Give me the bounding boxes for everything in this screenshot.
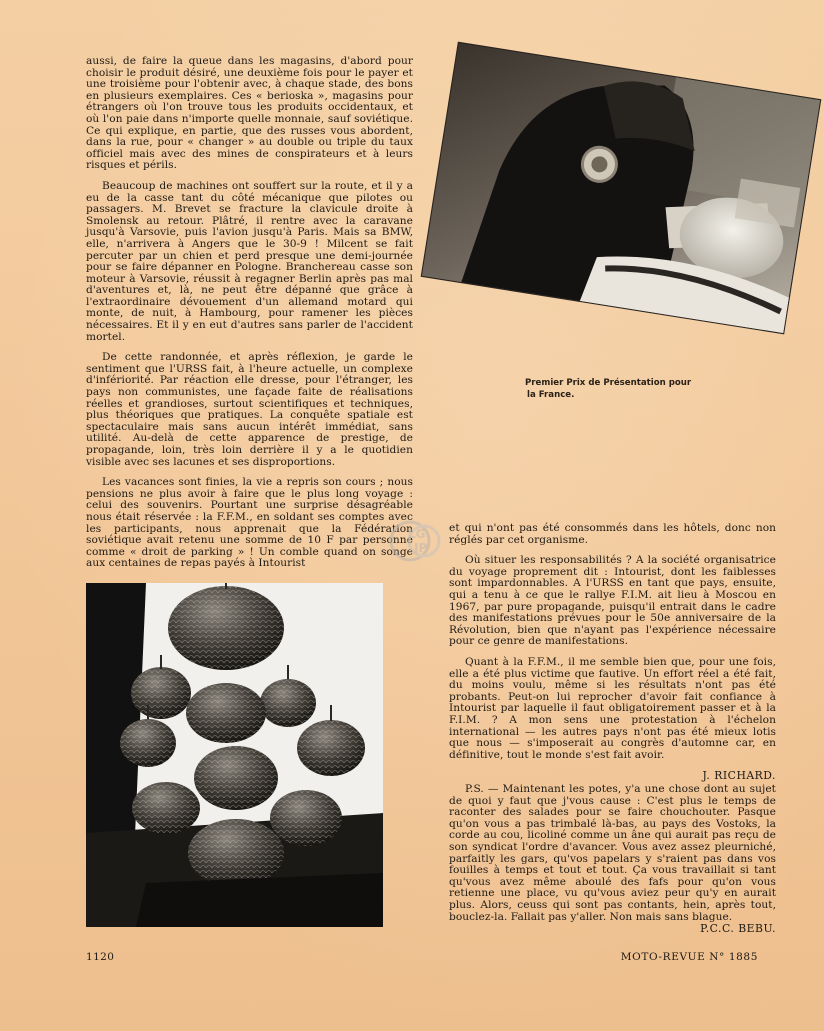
rider-photo-image (422, 43, 820, 333)
watermark-logo (378, 517, 448, 565)
caption-line: Premier Prix de Présentation pour (525, 378, 692, 388)
article-paragraph: Où situer les responsabilités ? A la société organisatrice du voyage proprement dit : Intourist, dont les faiblesses sont impardonnables. A l'URSS en tant que pays, ensuite, qui a tenu à ce que le rallye F.I.M. ait lieu à Moscou en 1967, par pure propagande, puisqu'il entrait dans le cadre des manifestations prévues pour le 50e anniversaire de la Révolution, bien que n'ayant pas l'expérience nécessaire pour ce genre de manifestations. (449, 554, 776, 648)
ps-block (449, 784, 776, 935)
author-signature: J. RICHARD. (702, 769, 776, 783)
article-paragraph: De cette randonnée, et après réflexion, je garde le sentiment que l'URSS fait, à l'heure actuelle, un complexe d'infériorité. Par réaction elle dresse, pour l'étranger, les pays non communistes, une façade faite de réalisations réelles et grandioses, surtout scientifiques et techniques, plus théoriques que pratiques. La conquête spatiale est spectaculaire mais sans aucun intérêt immédiat, sans utilité. Au-delà de cette apparence de prestige, de propagande, loin, très loin derrière il y a le quotidien visible avec ses lacunes et ses disproportions. (86, 351, 413, 468)
ps-text: P.S. — Maintenant les potes, y'a une chose dont au sujet de quoi y faut que j'vous cause : C'est plus le temps de raconter des salades pour se faire chouchouter. Pasque qu'on vous a pas trimbalé là-bas, au pays des Vostoks, la corde au cou, licoliné comme un âne qui aurait pas reçu de son syndicat l'ordre d'avancer. Vous avez assez pleurniché, parfaitly les gars, qu'vos papelars y s'raient pas dans vos fouilles à temps et tout et tout. Ça vous travaillait si tant qu'vous avez même aboulé des fafs pour qu'on vous retienne une place, vu qu'vous aviez peur qu'y en aurait plus. Alors, ceuss qui sont pas contants, hein, après tout, bouclez-la. Fallait pas y'aller. Non mais sans blague. (449, 783, 776, 923)
ps-signature: P.C.C. BEBU. (700, 922, 776, 936)
church-photo-image (86, 583, 383, 927)
photo-wooden-church (86, 583, 383, 927)
photo-rider-award (422, 43, 820, 333)
page-number: 1120 (86, 951, 115, 963)
article-right-column (449, 523, 776, 791)
svg-text:JP: JP (414, 541, 428, 555)
article-paragraph: aussi, de faire la queue dans les magasins, d'abord pour choisir le produit désiré, une deuxième fois pour le payer et une troisième pour l'obtenir avec, à chaque stade, des bons en plusieurs exemplaires. Ces « berioska », magasins pour étrangers où l'on trouve tous les produits occidentaux, et où l'on paie dans n'importe quelle monnaie, sauf soviétique. Ce qui explique, en partie, que des russes vous abordent, dans la rue, pour « changer » au double ou triple du taux officiel mais avec des mines de conspirateurs et à leurs risques et périls. (86, 55, 413, 172)
caption-line: la France. (527, 390, 575, 400)
watermark-logo-image (378, 517, 448, 565)
article-left-column (86, 56, 413, 579)
article-paragraph: et qui n'ont pas été consommés dans les hôtels, donc non réglés par cet organisme. (449, 522, 776, 546)
article-paragraph: Les vacances sont finies, la vie a repris son cours ; nous pensions ne plus avoir à faire que le plus long voyage : celui des souvenirs. Pourtant une surprise désagréable nous était réservée : la F.F.M., en soldant ses comptes avec les participants, nous apprenait que la Fédération soviétique avait retenu une somme de 10 F par personne comme « droit de parking » ! Un comble quand on songe aux centaines de repas payés à Intourist (86, 476, 413, 570)
article-paragraph: Beaucoup de machines ont souffert sur la route, et il y a eu de la casse tant du côté mécanique que pilotes ou passagers. M. Brevet se fracture la clavicule droite à Smolensk au retour. Plâtré, il rentre avec la caravane jusqu'à Varsovie, puis l'avion jusqu'à Paris. Mais sa BMW, elle, n'arrivera à Angers que le 30-9 ! Milcent se fait percuter par un chien et perd presque une demi-journée pour se faire dépanner en Pologne. Branchereau casse son moteur à Varsovie, réussit à regagner Berlin après pas mal d'aventures et, là, ne peut être dépanné que grâce à l'extraordinaire dévouement d'un allemand motard qui monte, de nuit, à Hambourg, pour ramener les pièces nécessaires. Et il y en eut d'autres sans parler de l'accident mortel. (86, 179, 413, 343)
running-title: MOTO-REVUE N° 1885 (620, 951, 758, 963)
svg-text:LG: LG (408, 527, 426, 541)
photo-caption (525, 377, 715, 401)
article-paragraph: Quant à la F.F.M., il me semble bien que, pour une fois, elle a été plus victime que fautive. Un effort réel a été fait, du moins voulu, même si les résultats n'ont pas été probants. Peut-on lui reprocher d'avoir fait confiance à Intourist par laquelle il faut obligatoirement passer et à la F.I.M. ? A mon sens une protestation à l'échelon international — les autres pays n'ont pas été mieux lotis que nous — s'imposerait au congrès d'automne car, en définitive, tout le monde s'est fait avoir. (449, 655, 776, 761)
